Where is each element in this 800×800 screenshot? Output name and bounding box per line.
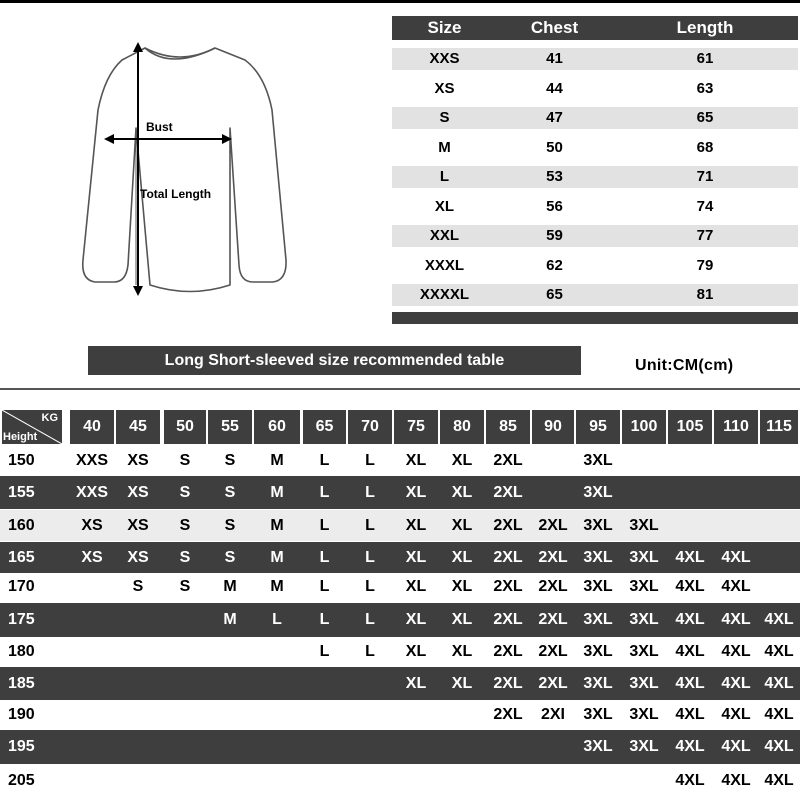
height-row [0, 730, 800, 764]
recommended-size-cell: 3XL [583, 452, 613, 469]
recommended-size-cell: XS [81, 517, 103, 534]
recommended-size-cell: 4XL [721, 549, 751, 566]
recommended-size-cell: 4XL [721, 611, 751, 628]
recommended-size-cell: 3XL [583, 706, 613, 723]
recommended-size-cell: XL [451, 452, 473, 469]
recommended-size-cell: S [224, 452, 236, 469]
recommended-size-cell: 4XL [675, 549, 705, 566]
chest-cell: 56 [546, 197, 563, 215]
recommended-size-cell: S [179, 452, 191, 469]
recommended-size-cell: 2XL [538, 611, 568, 628]
recommended-size-cell: L [365, 517, 375, 534]
length-cell: 65 [696, 109, 714, 126]
weight-header: 95 [576, 410, 620, 444]
recommended-size-cell: L [319, 517, 330, 534]
weight-header: 105 [668, 410, 712, 444]
size-cell: M [438, 138, 451, 156]
length-cell: 71 [696, 168, 714, 185]
recommended-size-cell: L [319, 452, 330, 469]
recommended-size-cell: XS [127, 549, 149, 566]
recommended-size-cell: 2XL [493, 675, 523, 692]
unit-label: Unit:CM(cm) [635, 357, 734, 374]
recommended-size-cell: L [272, 611, 282, 628]
recommended-size-cell: 4XL [764, 643, 794, 660]
weight-header: 100 [622, 410, 666, 444]
recommended-size-cell: XL [451, 578, 473, 595]
recommended-size-cell: M [270, 452, 284, 469]
recommended-size-cell: 3XL [629, 738, 659, 755]
weight-header: 65 [303, 410, 346, 444]
length-cell: 79 [696, 256, 714, 274]
recommended-size-cell: 4XL [721, 578, 751, 595]
recommended-size-cell: XL [405, 517, 427, 534]
recommended-size-cell: L [365, 452, 375, 469]
height-row [0, 603, 800, 637]
recommended-size-cell: XL [405, 675, 427, 692]
recommended-size-cell: 2XL [493, 611, 523, 628]
recommended-size-cell: M [270, 578, 284, 595]
recommended-size-cell: S [179, 517, 191, 534]
recommended-size-cell: M [223, 611, 237, 628]
recommended-size-cell: L [365, 549, 375, 566]
chest-cell: 44 [546, 79, 563, 97]
weight-header: 50 [164, 410, 206, 444]
height-row [0, 446, 800, 476]
recommended-size-cell: 3XL [583, 738, 613, 755]
size-cell: S [439, 109, 450, 126]
recommended-size-cell: XL [451, 643, 473, 660]
recommended-size-cell: 3XL [629, 611, 659, 628]
recommended-size-cell: 2XL [493, 484, 523, 501]
recommended-size-cell: XL [451, 484, 473, 501]
recommended-size-cell: 3XL [583, 675, 613, 692]
height-cell: 175 [8, 611, 35, 628]
size-cell: XXXL [424, 256, 465, 274]
recommended-size-cell: 3XL [583, 611, 613, 628]
length-cell: 81 [696, 286, 714, 303]
recommended-size-cell: 4XL [764, 738, 794, 755]
recommended-size-cell: XL [405, 578, 427, 595]
recommended-size-cell: 3XL [629, 578, 659, 595]
recommended-size-cell: XXS [75, 452, 108, 469]
recommended-size-cell: 3XL [583, 643, 613, 660]
recommended-size-cell: 3XL [629, 706, 659, 723]
recommended-size-cell: L [365, 484, 375, 501]
recommended-size-cell: XL [451, 517, 473, 534]
recommended-size-cell: L [365, 611, 375, 628]
recommended-size-cell: 4XL [721, 772, 751, 789]
recommended-size-cell: 2XL [493, 578, 523, 595]
recommended-size-cell: XL [405, 643, 427, 660]
recommended-size-cell: XS [127, 517, 149, 534]
corner-height-label: Height [3, 431, 38, 443]
length-cell: 68 [696, 138, 714, 156]
length-cell: 63 [696, 79, 714, 97]
recommended-size-cell: L [319, 643, 330, 660]
header-size: Size [427, 18, 462, 37]
recommended-size-cell: 4XL [675, 706, 705, 723]
recommended-size-cell: XL [451, 611, 473, 628]
chest-cell: 53 [546, 168, 563, 185]
recommended-size-cell: XL [451, 549, 473, 566]
chest-cell: 65 [546, 286, 563, 303]
recommended-size-cell: 2XL [493, 643, 523, 660]
size-cell: XL [434, 197, 455, 215]
recommended-size-cell: 4XL [675, 578, 705, 595]
height-cell: 180 [8, 643, 35, 660]
length-cell: 74 [696, 197, 714, 215]
recommended-size-cell: M [270, 549, 284, 566]
chest-cell: 59 [546, 227, 563, 244]
recommended-size-cell: XL [405, 549, 427, 566]
recommended-size-cell: S [179, 484, 191, 501]
chest-cell: 62 [546, 256, 563, 274]
height-cell: 165 [8, 549, 35, 566]
recommended-size-cell: 2XI [540, 706, 565, 723]
recommended-size-cell: XL [405, 484, 427, 501]
recommended-size-cell: L [365, 578, 375, 595]
recommended-size-cell: 3XL [583, 578, 613, 595]
bust-label: Bust [146, 120, 173, 134]
height-cell: 190 [8, 706, 35, 723]
recommendation-title: Long Short-sleeved size recommended table [88, 346, 581, 375]
size-cell: XXXXL [419, 286, 470, 303]
height-row [0, 573, 800, 601]
recommended-size-cell: 4XL [675, 772, 705, 789]
weight-header: 60 [254, 410, 300, 444]
recommended-size-cell: 3XL [583, 549, 613, 566]
recommended-size-cell: L [365, 643, 375, 660]
size-cell: XXS [429, 50, 460, 67]
height-cell: 155 [8, 484, 35, 501]
recommended-size-cell: XL [405, 452, 427, 469]
weight-header: 80 [440, 410, 484, 444]
size-cell: L [439, 168, 450, 185]
chest-cell: 41 [546, 50, 563, 67]
recommended-size-cell: 4XL [675, 643, 705, 660]
size-cell: XXL [429, 227, 460, 244]
header-length: Length [676, 18, 734, 37]
recommended-size-cell: S [224, 484, 236, 501]
recommended-size-cell: 4XL [675, 611, 705, 628]
height-cell: 185 [8, 675, 35, 692]
recommended-size-cell: S [132, 578, 144, 595]
weight-header: 70 [348, 410, 392, 444]
recommended-size-cell: 2XL [493, 517, 523, 534]
recommended-size-cell: L [319, 611, 330, 628]
chest-cell: 47 [546, 109, 563, 126]
recommended-size-cell: S [224, 517, 236, 534]
recommended-size-cell: 3XL [583, 517, 613, 534]
height-cell: 150 [8, 452, 35, 469]
chest-cell: 50 [546, 138, 563, 156]
corner-kg-label: KG [41, 412, 58, 424]
recommended-size-cell: 4XL [764, 706, 794, 723]
weight-header: 55 [208, 410, 252, 444]
recommended-size-cell: 4XL [675, 738, 705, 755]
recommended-size-cell: L [319, 484, 330, 501]
recommended-size-cell: 4XL [764, 611, 794, 628]
height-row [0, 700, 800, 730]
height-cell: 170 [8, 578, 35, 595]
weight-header: 85 [486, 410, 530, 444]
weight-header: 45 [116, 410, 160, 444]
recommended-size-cell: M [270, 484, 284, 501]
recommended-size-cell: 4XL [721, 643, 751, 660]
length-cell: 61 [696, 50, 714, 67]
header-chest: Chest [530, 18, 579, 37]
height-row [0, 510, 800, 541]
height-row [0, 476, 800, 509]
recommended-size-cell: 3XL [629, 643, 659, 660]
recommended-size-cell: 2XL [493, 452, 523, 469]
recommended-size-cell: 3XL [629, 675, 659, 692]
height-row [0, 667, 800, 700]
weight-header: 75 [394, 410, 438, 444]
grid-corner [2, 410, 62, 444]
recommended-size-cell: S [179, 578, 191, 595]
recommended-size-cell: 2XL [538, 549, 568, 566]
recommended-size-cell: S [224, 549, 236, 566]
recommended-size-cell: 2XL [538, 675, 568, 692]
weight-header: 40 [70, 410, 114, 444]
recommended-size-cell: XL [405, 611, 427, 628]
recommended-size-cell: 4XL [721, 675, 751, 692]
recommended-size-cell: 4XL [721, 738, 751, 755]
recommended-size-cell: XS [81, 549, 103, 566]
recommended-size-cell: 4XL [675, 675, 705, 692]
weight-header: 90 [532, 410, 574, 444]
recommended-size-cell: XL [451, 675, 473, 692]
height-cell: 160 [8, 517, 35, 534]
recommended-size-cell: M [223, 578, 237, 595]
recommended-size-cell: XS [127, 484, 149, 501]
recommended-size-cell: M [270, 517, 284, 534]
recommended-size-cell: 2XL [538, 517, 568, 534]
recommended-size-cell: L [319, 549, 330, 566]
recommended-size-cell: L [319, 578, 330, 595]
total-length-label: Total Length [140, 187, 212, 201]
recommended-size-cell: 3XL [629, 549, 659, 566]
length-cell: 77 [696, 227, 714, 244]
recommended-size-cell: 4XL [721, 706, 751, 723]
height-row [0, 637, 800, 667]
recommended-size-cell: XS [127, 452, 149, 469]
recommended-size-cell: 3XL [583, 484, 613, 501]
recommended-size-cell: 2XL [493, 706, 523, 723]
recommended-size-cell: 4XL [764, 675, 794, 692]
recommended-size-cell: 2XL [538, 578, 568, 595]
weight-header: 115 [760, 410, 798, 444]
recommended-size-cell: XXS [75, 484, 108, 501]
weight-header: 110 [714, 410, 758, 444]
recommended-size-cell: 2XL [538, 643, 568, 660]
recommended-size-cell: 3XL [629, 517, 659, 534]
recommended-size-cell: S [179, 549, 191, 566]
recommended-size-cell: 2XL [493, 549, 523, 566]
recommended-size-cell: 4XL [764, 772, 794, 789]
height-cell: 205 [8, 772, 35, 789]
size-cell: XS [434, 79, 455, 97]
height-cell: 195 [8, 738, 35, 755]
height-row [0, 765, 800, 797]
height-row [0, 542, 800, 573]
